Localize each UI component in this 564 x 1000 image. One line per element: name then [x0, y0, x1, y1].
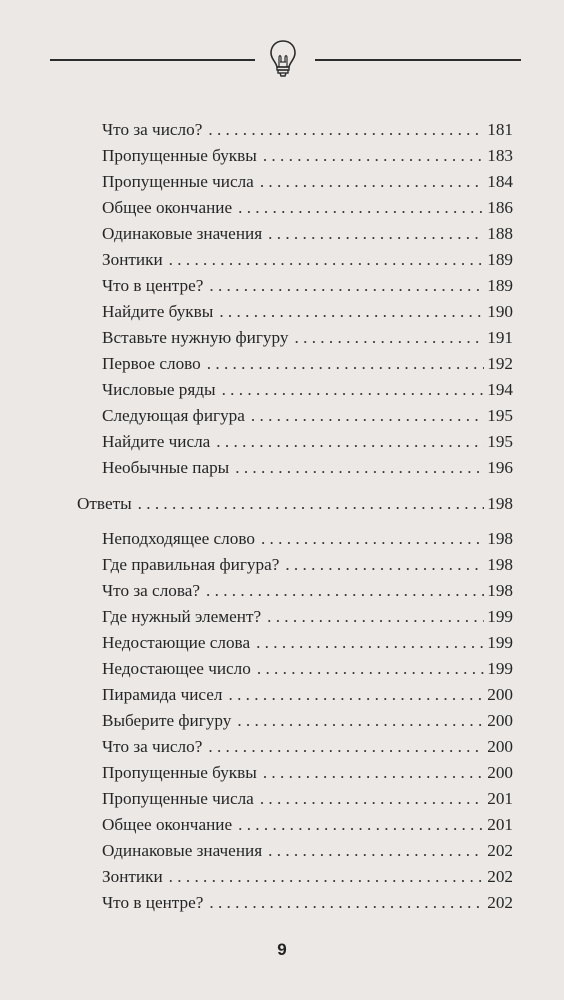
lightbulb-icon	[268, 38, 298, 80]
toc-entry-page: 186	[487, 198, 513, 217]
dot-leader	[285, 552, 484, 578]
dot-leader	[260, 169, 484, 195]
toc-entry-page: 200	[487, 763, 513, 782]
dot-leader	[209, 890, 484, 916]
toc-entry-page: 198	[487, 494, 513, 513]
toc-entry-title: Что за число?	[102, 120, 203, 139]
dot-leader	[209, 273, 484, 299]
toc-entry	[102, 221, 513, 247]
dot-leader	[208, 117, 484, 143]
toc-entry-page: 189	[487, 276, 513, 295]
toc-entry-title: Одинаковые значения	[102, 224, 263, 243]
dot-leader	[235, 455, 484, 481]
dot-leader	[208, 734, 484, 760]
toc-entry-page: 202	[487, 893, 513, 912]
toc-entry-title: Общее окончание	[102, 815, 233, 834]
dot-leader	[169, 864, 485, 890]
toc-entry-title: Что за число?	[102, 737, 203, 756]
toc-entry-page: 196	[487, 458, 513, 477]
toc-entry-title: Недостающие слова	[102, 633, 251, 652]
toc-entry-page: 194	[487, 380, 513, 399]
toc-entry-title: Выберите фигуру	[102, 711, 232, 730]
toc-entry-page: 198	[487, 529, 513, 548]
dot-leader	[268, 221, 484, 247]
dot-leader	[169, 247, 485, 273]
dot-leader	[238, 195, 484, 221]
toc-entry-title: Найдите буквы	[102, 302, 214, 321]
dot-leader	[261, 526, 484, 552]
toc-entry-page: 191	[487, 328, 513, 347]
toc-entry-title: Необычные пары	[102, 458, 230, 477]
toc-entry	[102, 812, 513, 838]
toc-entry-title: Где нужный элемент?	[102, 607, 262, 626]
toc-entry-title: Вставьте нужную фигуру	[102, 328, 289, 347]
toc-entry-page: 199	[487, 633, 513, 652]
toc-entry-page: 188	[487, 224, 513, 243]
toc-entry	[102, 552, 513, 578]
toc-entry-title: Неподходящее слово	[102, 529, 255, 548]
toc-entry-title: Одинаковые значения	[102, 841, 263, 860]
toc-entry	[102, 682, 513, 708]
toc-entry-page: 199	[487, 607, 513, 626]
toc-entry-page: 198	[487, 555, 513, 574]
dot-leader	[238, 812, 484, 838]
toc-entry-page: 183	[487, 146, 513, 165]
toc-entry-title: Ответы	[77, 494, 132, 513]
toc-entry-title: Зонтики	[102, 250, 163, 269]
dot-leader	[267, 604, 484, 630]
toc-entry-title: Первое слово	[102, 354, 201, 373]
toc-entry	[102, 351, 513, 377]
toc-entry	[102, 578, 513, 604]
toc-entry	[102, 195, 513, 221]
toc-entry	[102, 526, 513, 552]
toc-section-entry	[77, 491, 513, 517]
toc-entry	[102, 630, 513, 656]
toc-entry-page: 195	[487, 432, 513, 451]
dot-leader	[216, 429, 484, 455]
toc-entry	[102, 734, 513, 760]
toc-entry-title: Общее окончание	[102, 198, 233, 217]
toc-entry-title: Пропущенные числа	[102, 789, 254, 808]
toc-entry-page: 201	[487, 789, 513, 808]
toc-entry	[102, 838, 513, 864]
toc-entry	[102, 117, 513, 143]
dot-leader	[222, 377, 485, 403]
toc-entry-title: Пропущенные числа	[102, 172, 254, 191]
toc-entry-title: Недостающее число	[102, 659, 251, 678]
dot-leader	[263, 143, 484, 169]
toc-entry-title: Что в центре?	[102, 893, 204, 912]
dot-leader	[251, 403, 484, 429]
toc-entry	[102, 377, 513, 403]
dot-leader	[237, 708, 484, 734]
toc-entry-page: 200	[487, 737, 513, 756]
header-rule-right	[315, 59, 521, 61]
toc-entry-page: 202	[487, 841, 513, 860]
toc-entry-title: Найдите числа	[102, 432, 211, 451]
toc-entry-page: 202	[487, 867, 513, 886]
toc-entry-title: Числовые ряды	[102, 380, 216, 399]
toc-entry-page: 184	[487, 172, 513, 191]
dot-leader	[207, 351, 484, 377]
toc-entry-page: 200	[487, 711, 513, 730]
toc-entry-title: Что в центре?	[102, 276, 204, 295]
toc-entry-page: 181	[487, 120, 513, 139]
toc-entry-title: Зонтики	[102, 867, 163, 886]
dot-leader	[260, 786, 484, 812]
toc-entry-page: 200	[487, 685, 513, 704]
toc-entry-page: 189	[487, 250, 513, 269]
dot-leader	[263, 760, 484, 786]
toc-entry-page: 195	[487, 406, 513, 425]
dot-leader	[257, 656, 484, 682]
toc-entry	[102, 325, 513, 351]
toc-entry-title: Пропущенные буквы	[102, 763, 257, 782]
toc-entry-title: Что за слова?	[102, 581, 201, 600]
header-rule-left	[50, 59, 255, 61]
toc-entry	[102, 708, 513, 734]
toc-entry	[102, 247, 513, 273]
dot-leader	[219, 299, 484, 325]
toc-entry-page: 190	[487, 302, 513, 321]
dot-leader	[268, 838, 484, 864]
toc-entry-title: Пирамида чисел	[102, 685, 223, 704]
toc-entry	[102, 429, 513, 455]
toc-entry	[102, 890, 513, 916]
toc-entry	[102, 786, 513, 812]
toc-entry	[102, 299, 513, 325]
toc-entry	[102, 864, 513, 890]
dot-leader	[228, 682, 484, 708]
dot-leader	[256, 630, 484, 656]
toc-entry	[102, 403, 513, 429]
toc-entry-title: Где правильная фигура?	[102, 555, 280, 574]
toc-entry	[102, 169, 513, 195]
toc-entry-page: 198	[487, 581, 513, 600]
toc-entry-page: 199	[487, 659, 513, 678]
toc-entry	[102, 455, 513, 481]
toc-entry	[102, 143, 513, 169]
toc-entry-title: Пропущенные буквы	[102, 146, 257, 165]
dot-leader	[206, 578, 484, 604]
toc-entry	[102, 273, 513, 299]
toc-entry	[102, 760, 513, 786]
page-number: 9	[277, 940, 287, 959]
toc-entry-page: 192	[487, 354, 513, 373]
dot-leader	[295, 325, 485, 351]
dot-leader	[138, 491, 485, 517]
toc-entry	[102, 604, 513, 630]
toc-entry-page: 201	[487, 815, 513, 834]
toc-entry	[102, 656, 513, 682]
toc-entry-title: Следующая фигура	[102, 406, 245, 425]
